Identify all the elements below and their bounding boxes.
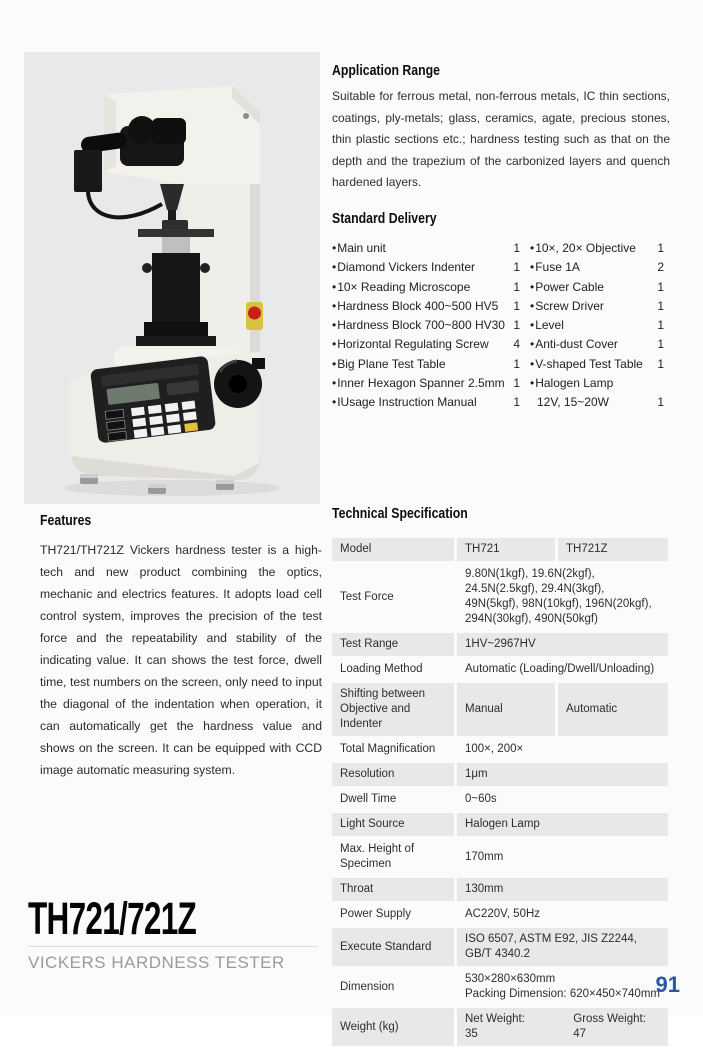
delivery-item-label: • Diamond Vickers Indenter (332, 258, 506, 277)
delivery-row (332, 374, 670, 393)
spec-value-line: ISO 6507, ASTM E92, JIS Z2244, (465, 933, 637, 945)
delivery-item-qty: 1 (657, 298, 664, 313)
spec-value-line: 530×280×630mm (465, 973, 556, 985)
spec-value-part: Net Weight: 35 (465, 1013, 525, 1040)
delivery-item-qty: 4 (513, 337, 520, 352)
delivery-item-qty: 1 (657, 356, 664, 371)
spec-row-power-supply (332, 903, 668, 926)
delivery-item-qty: 1 (513, 356, 520, 371)
delivery-item-label: • Hardness Block 700~800 HV30 (332, 316, 506, 335)
delivery-row (332, 239, 670, 258)
spec-label: Resolution (332, 763, 454, 786)
spec-row-magnification (332, 738, 668, 761)
delivery-row (332, 297, 670, 316)
spec-row-model (332, 538, 668, 561)
delivery-item-label: • 10× Reading Microscope (332, 278, 506, 297)
delivery-item-qty: 1 (657, 279, 664, 294)
product-photo-panel (24, 52, 320, 504)
delivery-item-label: • 10×, 20× Objective (530, 239, 650, 258)
spec-value: 130mm (457, 878, 668, 901)
delivery-item-label: • Level (530, 316, 650, 335)
product-photo (24, 52, 320, 504)
spec-label: Light Source (332, 813, 454, 836)
spec-value: Automatic (558, 683, 668, 736)
technical-specification-section (332, 505, 668, 1048)
product-model-title: TH721/721Z (28, 893, 197, 944)
spec-value: 170mm (465, 850, 504, 863)
standard-delivery-section (332, 210, 670, 413)
spec-row-loading-method (332, 658, 668, 681)
delivery-item-label: • Big Plane Test Table (332, 355, 506, 374)
delivery-item-qty: 2 (657, 260, 664, 275)
spec-value: 100×, 200× (465, 743, 524, 755)
delivery-item-qty: 1 (513, 376, 520, 391)
delivery-item-label: • Screw Driver (530, 297, 650, 316)
spec-label: Shifting between Objective and Indenter (332, 683, 454, 736)
delivery-item-qty: 1 (657, 395, 664, 410)
spec-label: Dimension (340, 980, 395, 993)
keypad-panel (90, 356, 216, 444)
spec-row-dimension (332, 968, 668, 1006)
delivery-row (332, 258, 670, 277)
delivery-item-qty: 1 (513, 241, 520, 255)
spec-label: Total Magnification (340, 743, 436, 755)
spec-row-max-height (332, 838, 668, 876)
delivery-item-qty: 1 (513, 279, 520, 294)
delivery-item-qty: 1 (657, 337, 664, 352)
product-title-block (28, 893, 324, 973)
features-body: TH721/TH721Z Vickers hardness tester is a high-tech and new product combining the optics, mechanic and electrics features. It adopts load cell control system, improves the precision of the test force and the repeatability and stability of the indicating value. It can shows the test force, dwell time, test numbers on the screen, only need to input the diagonal of the indentation when operation, it can automatically get the hardness value and shows on the screen. It can be equipped with CCD image automatic measuring system. (40, 543, 322, 777)
delivery-item-label: • Power Cable (530, 278, 650, 297)
delivery-item-qty: 1 (513, 395, 520, 410)
spec-label: Max. Height of Specimen (340, 843, 415, 870)
title-divider (28, 946, 318, 947)
delivery-item-label: • Halogen Lamp (530, 374, 650, 393)
spec-label: Power Supply (340, 908, 411, 920)
delivery-row (332, 316, 670, 335)
spec-value: 1HV~2967HV (457, 633, 668, 656)
spec-row-weight (332, 1008, 668, 1046)
handwheel-knob (214, 360, 262, 408)
delivery-row (332, 335, 670, 354)
spec-label: Test Force (340, 590, 394, 603)
spec-value: TH721 (457, 538, 555, 561)
emergency-stop-button (246, 302, 263, 330)
delivery-item-label: • Fuse 1A (530, 258, 650, 277)
spec-row-shifting (332, 683, 668, 736)
delivery-item-label: 12V, 15~20W (537, 395, 609, 410)
spec-row-light-source (332, 813, 668, 836)
standard-delivery-heading: Standard Delivery (332, 210, 437, 227)
spec-value: 0~60s (465, 793, 497, 805)
delivery-item-qty (650, 374, 664, 393)
spec-label: Test Range (332, 633, 454, 656)
delivery-item-qty: 1 (657, 318, 664, 333)
delivery-item-label: • V-shaped Test Table (530, 355, 650, 374)
spec-value-line: Packing Dimension: 620×450×740mm (465, 988, 660, 1000)
spec-label: Weight (kg) (332, 1008, 454, 1046)
spec-value: 9.80N(1kgf), 19.6N(2kgf), 24.5N(2.5kgf), 29.4N(3kgf), 49N(5kgf), 98N(10kgf), 196N(20kgf), 294N(30kgf), 490N(50kgf) (465, 568, 652, 625)
spec-row-throat (332, 878, 668, 901)
spec-label: Execute Standard (332, 928, 454, 966)
delivery-item-label: • Horizontal Regulating Screw (332, 335, 506, 354)
spec-value: TH721Z (558, 538, 668, 561)
page-number: 91 (655, 972, 680, 997)
application-range-section (332, 62, 670, 194)
delivery-item-qty: 1 (657, 241, 664, 255)
spec-label: Loading Method (340, 663, 423, 675)
product-subtitle: VICKERS HARDNESS TESTER (28, 953, 285, 972)
standard-delivery-list (332, 239, 670, 413)
spec-value: Halogen Lamp (457, 813, 668, 836)
technical-specification-heading: Technical Specification (332, 505, 468, 522)
spec-row-test-range (332, 633, 668, 656)
spec-row-dwell-time (332, 788, 668, 811)
spec-value (457, 1008, 668, 1046)
spec-value: Automatic (Loading/Dwell/Unloading) (465, 663, 655, 675)
delivery-item-label: • IUsage Instruction Manual (332, 393, 506, 412)
spec-value (457, 968, 668, 1006)
delivery-item-label: • Inner Hexagon Spanner 2.5mm (332, 374, 506, 393)
features-heading: Features (40, 512, 92, 529)
spec-value (457, 928, 668, 966)
delivery-row (332, 355, 670, 374)
application-range-body: Suitable for ferrous metal, non-ferrous metals, IC thin sections, coatings, ply-metals; glass, ceramics, agate, precious stones, thin plastic sections etc.; hardness testing such as that on the depth and the trapezium of the carbonized layers and quench hardened layers. (332, 89, 670, 189)
delivery-item-qty: 1 (513, 298, 520, 313)
spec-table (332, 538, 668, 1046)
delivery-item-qty: 1 (513, 260, 520, 275)
delivery-item-label: • Anti-dust Cover (530, 335, 650, 354)
spec-value-part: Gross Weight: 47 (573, 1013, 646, 1040)
spec-value: AC220V, 50Hz (465, 908, 541, 920)
spec-value: Manual (457, 683, 555, 736)
spec-value-line: GB/T 4340.2 (465, 948, 530, 960)
delivery-item-qty: 1 (513, 318, 520, 333)
delivery-row (332, 393, 670, 412)
spec-row-resolution (332, 763, 668, 786)
application-range-heading: Application Range (332, 62, 440, 79)
spec-label: Throat (332, 878, 454, 901)
delivery-item-label: • Hardness Block 400~500 HV5 (332, 297, 506, 316)
features-section (40, 512, 322, 781)
spec-label: Dwell Time (340, 793, 397, 805)
spec-row-execute-standard (332, 928, 668, 966)
spec-value: 1μm (457, 763, 668, 786)
spec-label: Model (332, 538, 454, 561)
delivery-row (332, 278, 670, 297)
delivery-item-label: • Main unit (332, 239, 506, 258)
spec-row-test-force (332, 563, 668, 631)
